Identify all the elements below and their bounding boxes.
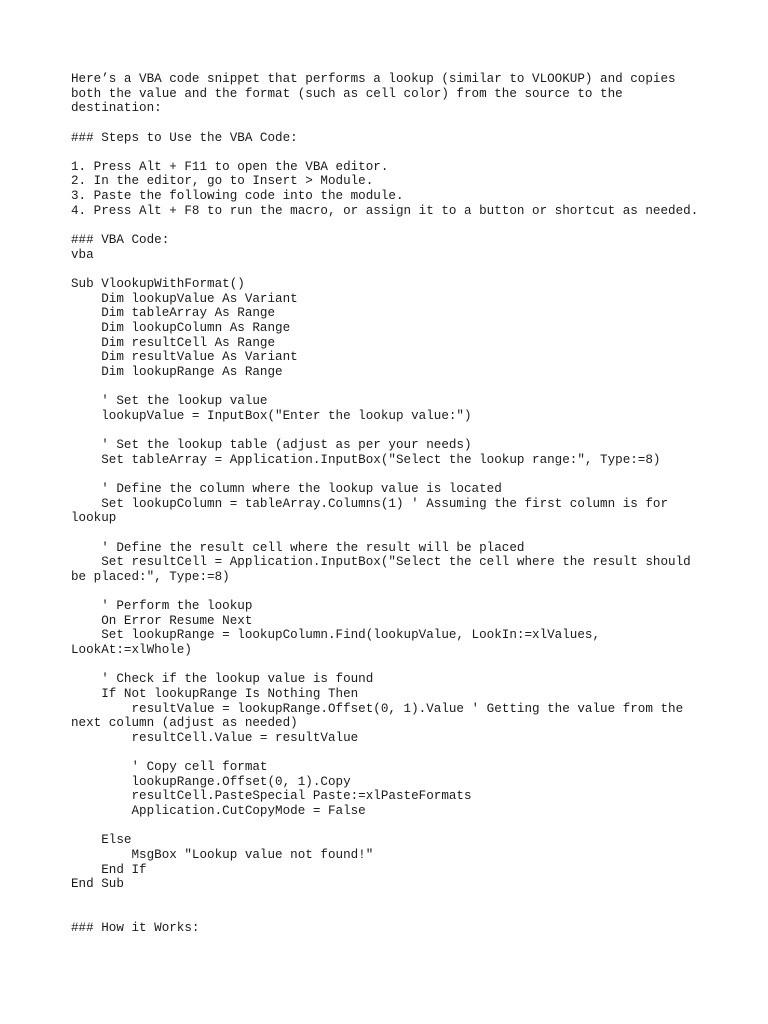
blank-line [71, 892, 731, 907]
blank-line [71, 467, 731, 482]
code-line: Set lookupColumn = tableArray.Columns(1) ' Assuming the first column is for [71, 496, 669, 511]
code-line: If Not lookupRange Is Nothing Then [71, 686, 359, 701]
code-line: resultCell.PasteSpecial Paste:=xlPasteFormats [71, 789, 472, 804]
code-line: Dim lookupColumn As Range [71, 320, 291, 335]
code-line: Application.CutCopyMode = False [71, 804, 366, 819]
document-body [71, 72, 731, 936]
blank-line [71, 907, 731, 922]
blank-line [71, 526, 731, 541]
code-line: Dim tableArray As Range [71, 306, 276, 321]
blank-line [71, 145, 731, 160]
code-line: Dim resultCell As Range [71, 335, 276, 350]
code-line: ' Check if the lookup value is found [71, 672, 374, 687]
intro-line-3: destination: [71, 101, 162, 116]
blank-line [71, 116, 731, 131]
code-line: ' Perform the lookup [71, 599, 253, 614]
blank-line [71, 819, 731, 834]
code-line: Dim lookupValue As Variant [71, 291, 298, 306]
code-line: be placed:", Type:=8) [71, 569, 230, 584]
code-line: lookupRange.Offset(0, 1).Copy [71, 774, 351, 789]
step-3: 3. Paste the following code into the module. [71, 189, 404, 204]
code-line: ' Define the column where the lookup value is located [71, 481, 502, 496]
code-line: ' Set the lookup value [71, 394, 268, 409]
code-line: resultCell.Value = resultValue [71, 730, 359, 745]
blank-line [71, 584, 731, 599]
code-line: ' Copy cell format [71, 760, 268, 775]
code-line: End Sub [71, 877, 124, 892]
code-language-label: vba [71, 247, 94, 262]
intro-line-2: both the value and the format (such as cell color) from the source to the [71, 86, 623, 101]
code-line: Sub VlookupWithFormat() [71, 276, 245, 291]
code-line: LookAt:=xlWhole) [71, 642, 192, 657]
how-it-works-heading: ### How it Works: [71, 921, 200, 936]
code-line: On Error Resume Next [71, 613, 253, 628]
code-line: Dim resultValue As Variant [71, 350, 298, 365]
code-heading: ### VBA Code: [71, 233, 170, 248]
code-line: ' Set the lookup table (adjust as per your needs) [71, 438, 472, 453]
code-line: Dim lookupRange As Range [71, 364, 283, 379]
code-line: Set resultCell = Application.InputBox("Select the cell where the result should [71, 555, 691, 570]
step-4: 4. Press Alt + F8 to run the macro, or assign it to a button or shortcut as needed. [71, 203, 699, 218]
code-line: resultValue = lookupRange.Offset(0, 1).Value ' Getting the value from the [71, 701, 684, 716]
code-line: MsgBox "Lookup value not found!" [71, 847, 374, 862]
code-line: lookupValue = InputBox("Enter the lookup value:") [71, 408, 472, 423]
code-line: ' Define the result cell where the result will be placed [71, 540, 525, 555]
code-line: End If [71, 862, 147, 877]
blank-line [71, 218, 731, 233]
intro-line-1: Here’s a VBA code snippet that performs a lookup (similar to VLOOKUP) and copies [71, 72, 676, 86]
step-2: 2. In the editor, go to Insert > Module. [71, 174, 374, 189]
blank-line [71, 745, 731, 760]
code-line: Set tableArray = Application.InputBox("Select the lookup range:", Type:=8) [71, 452, 661, 467]
blank-line [71, 658, 731, 673]
code-line: Set lookupRange = lookupColumn.Find(lookupValue, LookIn:=xlValues, [71, 628, 601, 643]
steps-heading: ### Steps to Use the VBA Code: [71, 130, 298, 145]
code-line: Else [71, 833, 132, 848]
blank-line [71, 262, 731, 277]
step-1: 1. Press Alt + F11 to open the VBA editor. [71, 159, 389, 174]
blank-line [71, 379, 731, 394]
blank-line [71, 423, 731, 438]
code-line: lookup [71, 511, 117, 526]
code-line: next column (adjust as needed) [71, 716, 298, 731]
